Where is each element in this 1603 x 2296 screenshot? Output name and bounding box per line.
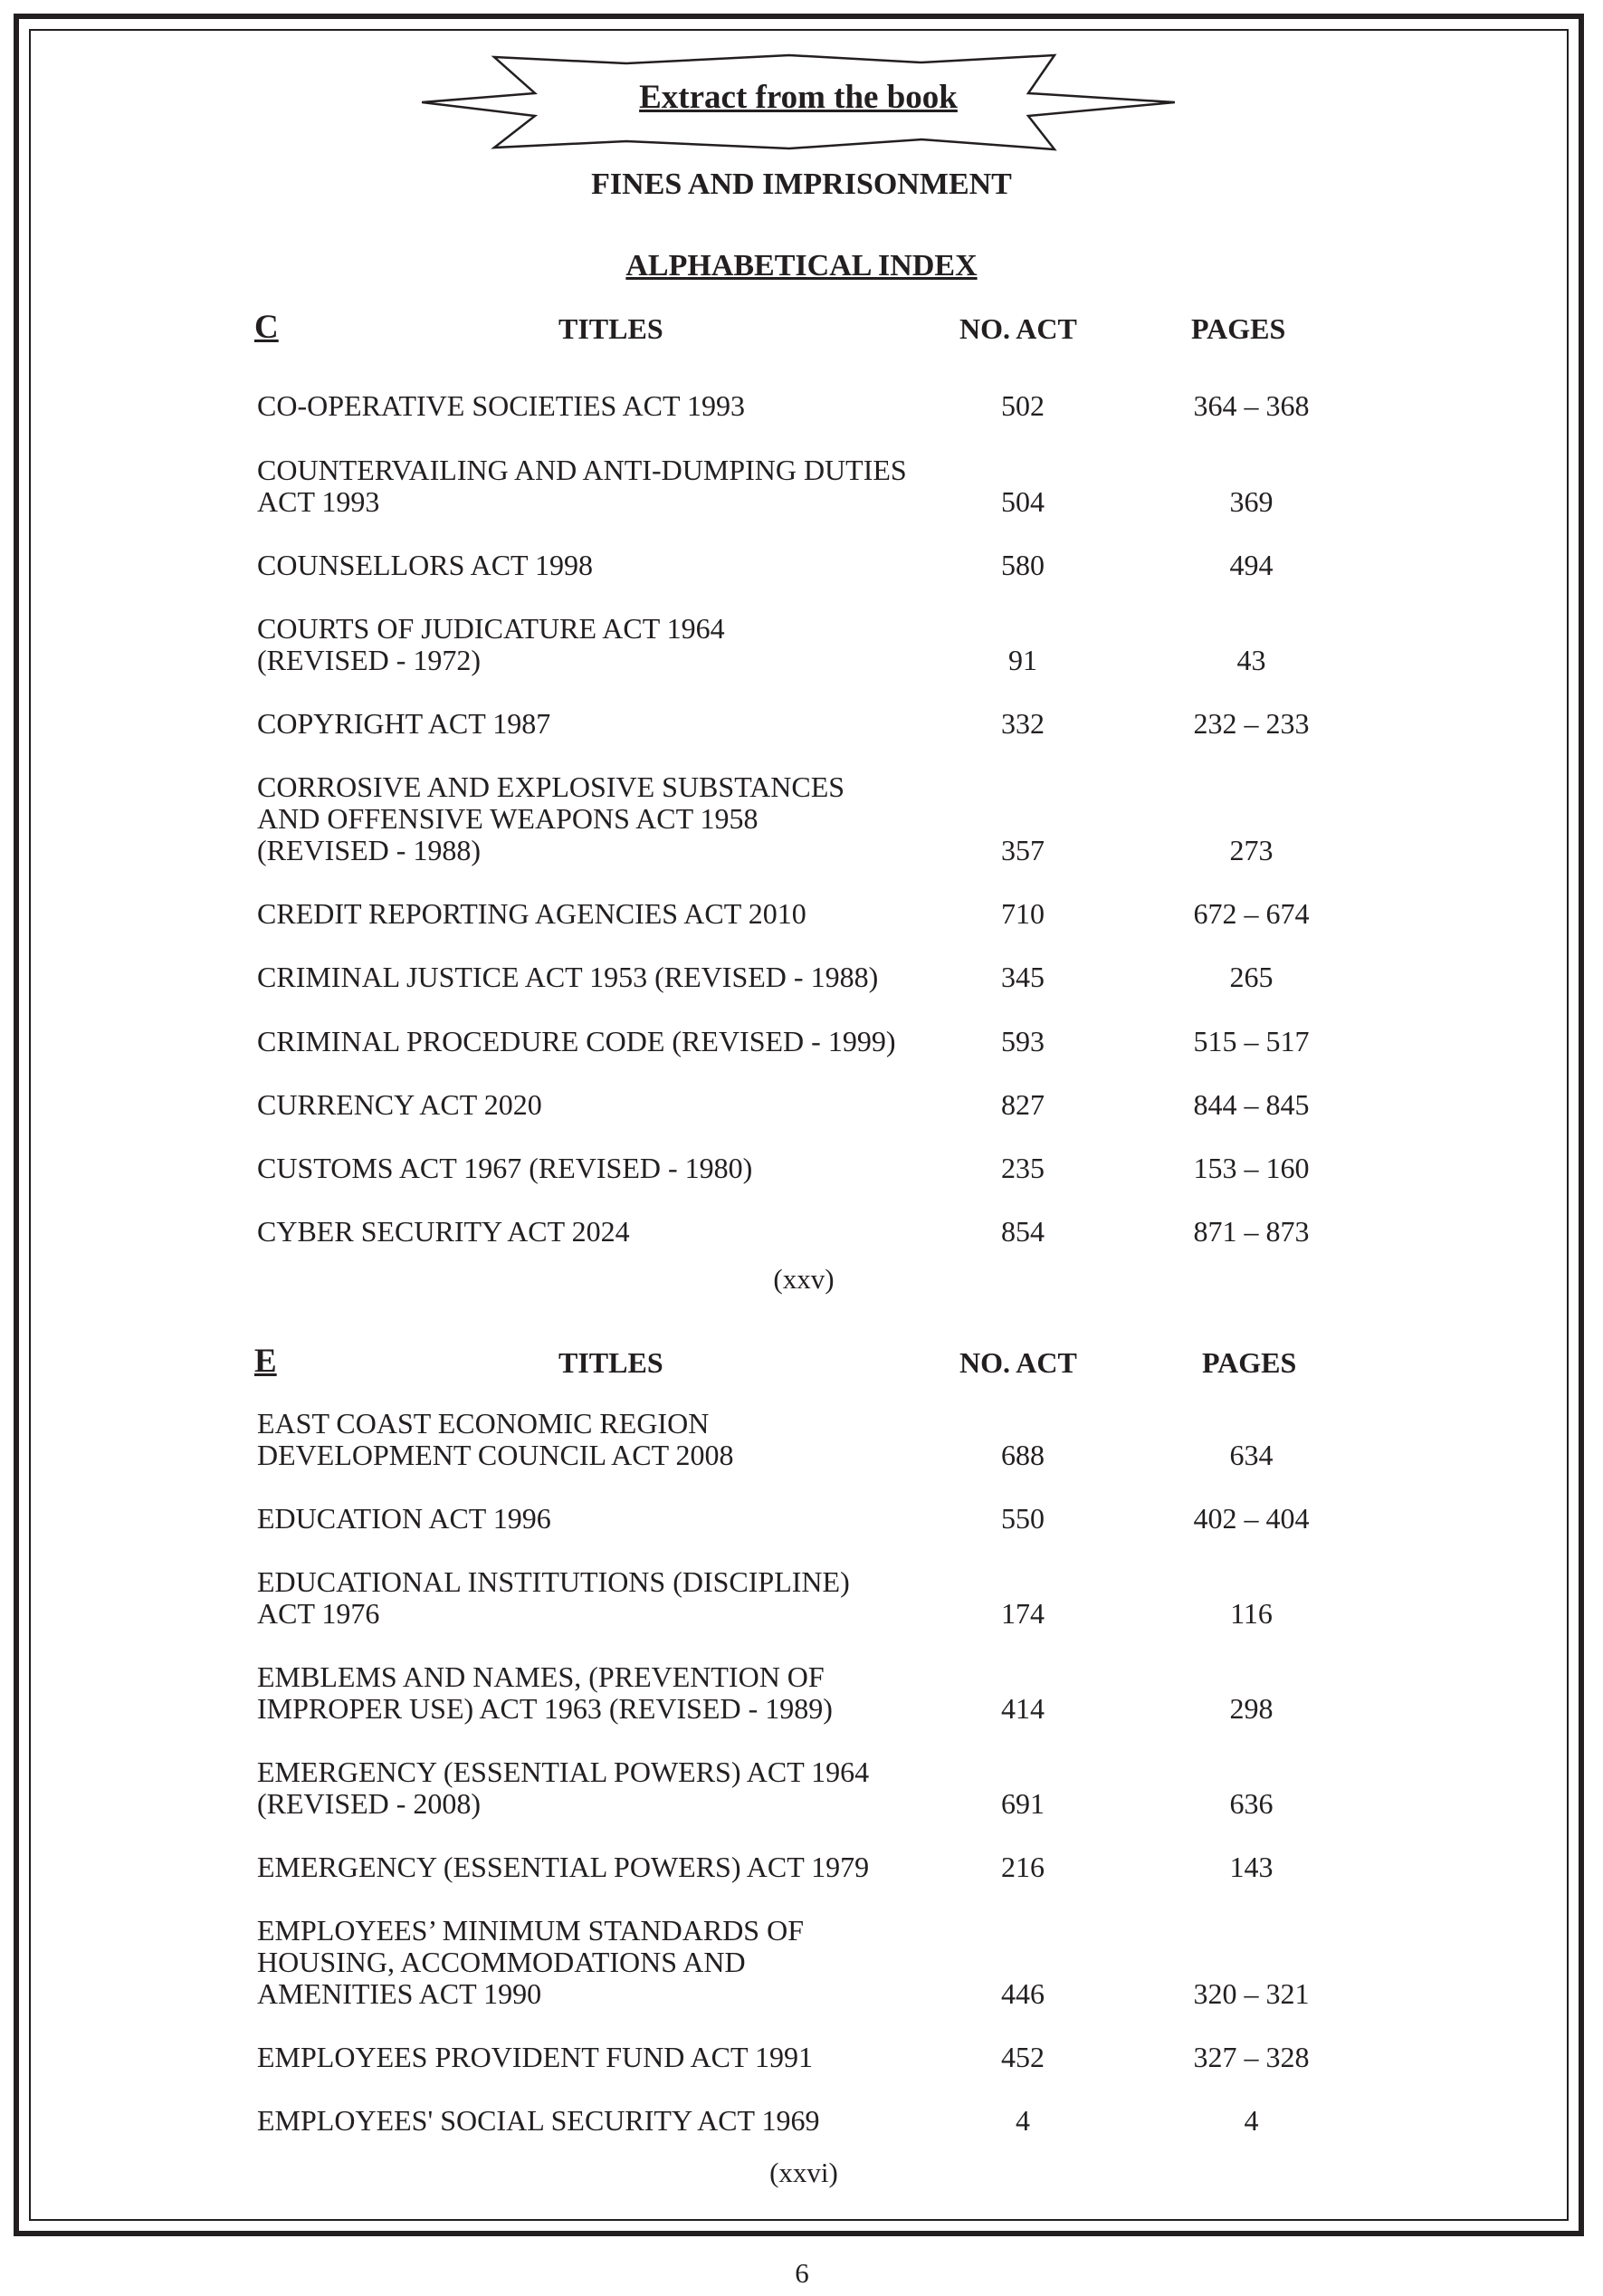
entry-title-line: EMERGENCY (ESSENTIAL POWERS) ACT 1964 xyxy=(257,1755,870,1788)
document-heading: FINES AND IMPRISONMENT xyxy=(591,167,1012,201)
entry-pages: 4 xyxy=(1244,2104,1259,2137)
col-header-titles: TITLES xyxy=(558,1346,663,1379)
entry-pages: 844 – 845 xyxy=(1193,1088,1310,1121)
entry-title xyxy=(257,898,963,930)
entry-act-number: 4 xyxy=(1016,2104,1030,2137)
entry-title xyxy=(257,613,963,676)
entry-title-line: ACT 1976 xyxy=(257,1597,380,1630)
entry-pages: 634 xyxy=(1229,1439,1274,1471)
entry-title xyxy=(257,961,963,993)
entry-title-line: CREDIT REPORTING AGENCIES ACT 2010 xyxy=(257,897,806,930)
entry-pages: 273 xyxy=(1229,834,1274,866)
entry-title xyxy=(257,1661,963,1725)
entry-title-line: (REVISED - 1972) xyxy=(257,644,482,676)
entry-title-line: CURRENCY ACT 2020 xyxy=(257,1088,542,1121)
entry-title xyxy=(257,1503,963,1535)
entry-title-line: CRIMINAL JUSTICE ACT 1953 (REVISED - 1988) xyxy=(257,961,879,993)
entry-act-number: 710 xyxy=(1001,897,1045,930)
roman-page-label: (xxv) xyxy=(773,1263,835,1295)
entry-act-number: 345 xyxy=(1001,961,1045,993)
entry-pages: 871 – 873 xyxy=(1193,1215,1310,1248)
entry-act-number: 357 xyxy=(1001,834,1045,866)
roman-page-label: (xxvi) xyxy=(769,2157,838,2188)
entry-title-line: EMERGENCY (ESSENTIAL POWERS) ACT 1979 xyxy=(257,1851,870,1883)
page-border-inner xyxy=(29,29,1569,2221)
entry-title xyxy=(257,1566,963,1630)
entry-act-number: 235 xyxy=(1001,1152,1045,1184)
entry-title xyxy=(257,1408,963,1471)
entry-title-line: CORROSIVE AND EXPLOSIVE SUBSTANCES xyxy=(257,770,845,803)
entry-pages: 43 xyxy=(1236,644,1266,676)
entry-title xyxy=(257,771,963,866)
entry-title-line: COUNSELLORS ACT 1998 xyxy=(257,549,594,581)
entry-title-line: CRIMINAL PROCEDURE CODE (REVISED - 1999) xyxy=(257,1025,896,1057)
col-header-pages: PAGES xyxy=(1202,1346,1297,1379)
entry-act-number: 550 xyxy=(1001,1502,1045,1535)
entry-title xyxy=(257,1915,963,2010)
entry-pages: 636 xyxy=(1229,1787,1274,1820)
title-banner xyxy=(422,53,1175,152)
entry-act-number: 216 xyxy=(1001,1851,1045,1883)
entry-title xyxy=(257,1026,963,1057)
entry-title-line: IMPROPER USE) ACT 1963 (REVISED - 1989) xyxy=(257,1692,833,1725)
entry-title-line: EMPLOYEES' SOCIAL SECURITY ACT 1969 xyxy=(257,2104,820,2137)
entry-pages: 153 – 160 xyxy=(1193,1152,1310,1184)
col-header-titles: TITLES xyxy=(558,312,663,345)
entry-title-line: (REVISED - 1988) xyxy=(257,834,482,866)
entry-act-number: 854 xyxy=(1001,1215,1045,1248)
entry-act-number: 580 xyxy=(1001,549,1045,581)
entry-title-line: COUNTERVAILING AND ANTI-DUMPING DUTIES xyxy=(257,454,907,486)
entry-title-line: (REVISED - 2008) xyxy=(257,1787,482,1820)
entry-title-line: CYBER SECURITY ACT 2024 xyxy=(257,1215,630,1248)
entry-pages: 265 xyxy=(1229,961,1274,993)
entry-title-line: CO-OPERATIVE SOCIETIES ACT 1993 xyxy=(257,389,745,422)
entry-title-line: EMBLEMS AND NAMES, (PREVENTION OF xyxy=(257,1660,825,1693)
entry-pages: 402 – 404 xyxy=(1193,1502,1310,1535)
entry-title-line: COPYRIGHT ACT 1987 xyxy=(257,707,551,740)
entry-title-line: EMPLOYEES PROVIDENT FUND ACT 1991 xyxy=(257,2041,813,2073)
entry-title-line: DEVELOPMENT COUNCIL ACT 2008 xyxy=(257,1439,734,1471)
entry-act-number: 452 xyxy=(1001,2041,1045,2073)
entry-pages: 298 xyxy=(1229,1692,1274,1725)
entry-title xyxy=(257,454,963,518)
entry-act-number: 688 xyxy=(1001,1439,1045,1471)
entry-pages: 672 – 674 xyxy=(1193,897,1310,930)
entry-act-number: 414 xyxy=(1001,1692,1045,1725)
entry-pages: 143 xyxy=(1229,1851,1274,1883)
entry-title xyxy=(257,390,963,422)
entry-title-line: CUSTOMS ACT 1967 (REVISED - 1980) xyxy=(257,1152,753,1184)
index-heading: ALPHABETICAL INDEX xyxy=(625,249,978,282)
entry-pages: 369 xyxy=(1229,485,1274,518)
entry-title xyxy=(257,1089,963,1121)
entry-title xyxy=(257,550,963,581)
entry-act-number: 91 xyxy=(1008,644,1037,676)
entry-title-line: EMPLOYEES’ MINIMUM STANDARDS OF xyxy=(257,1914,804,1947)
entry-pages: 364 – 368 xyxy=(1193,389,1310,422)
col-header-act: NO. ACT xyxy=(959,1346,1077,1379)
entry-title xyxy=(257,1756,963,1820)
entry-title-line: EDUCATION ACT 1996 xyxy=(257,1502,551,1535)
entry-title xyxy=(257,708,963,740)
entry-pages: 232 – 233 xyxy=(1193,707,1310,740)
section-letter-c: C xyxy=(254,309,279,346)
entry-title-line: ACT 1993 xyxy=(257,485,380,518)
entry-pages: 320 – 321 xyxy=(1193,1977,1310,2010)
col-header-pages: PAGES xyxy=(1191,312,1286,345)
page-number: 6 xyxy=(795,2257,809,2289)
entry-title-line: AND OFFENSIVE WEAPONS ACT 1958 xyxy=(257,802,759,835)
banner-title: Extract from the book xyxy=(639,79,958,116)
entry-pages: 515 – 517 xyxy=(1193,1025,1310,1057)
entry-act-number: 332 xyxy=(1001,707,1045,740)
entry-title xyxy=(257,1153,963,1184)
entry-act-number: 827 xyxy=(1001,1088,1045,1121)
entry-title-line: HOUSING, ACCOMMODATIONS AND xyxy=(257,1946,746,1978)
entry-pages: 494 xyxy=(1229,549,1274,581)
entry-title-line: EDUCATIONAL INSTITUTIONS (DISCIPLINE) xyxy=(257,1565,850,1598)
entry-act-number: 446 xyxy=(1001,1977,1045,2010)
entry-title-line: COURTS OF JUDICATURE ACT 1964 xyxy=(257,612,725,645)
entry-act-number: 504 xyxy=(1001,485,1045,518)
entry-title-line: EAST COAST ECONOMIC REGION xyxy=(257,1407,710,1440)
col-header-act: NO. ACT xyxy=(959,312,1077,345)
entry-title xyxy=(257,2105,963,2137)
entry-pages: 327 – 328 xyxy=(1193,2041,1310,2073)
entry-title xyxy=(257,1216,963,1248)
entry-act-number: 691 xyxy=(1001,1787,1045,1820)
entry-act-number: 502 xyxy=(1001,389,1045,422)
section-letter-e: E xyxy=(254,1343,277,1380)
entry-pages: 116 xyxy=(1230,1597,1273,1630)
entry-title xyxy=(257,2042,963,2073)
entry-act-number: 174 xyxy=(1001,1597,1045,1630)
entry-act-number: 593 xyxy=(1001,1025,1045,1057)
entry-title-line: AMENITIES ACT 1990 xyxy=(257,1977,542,2010)
entry-title xyxy=(257,1851,963,1883)
